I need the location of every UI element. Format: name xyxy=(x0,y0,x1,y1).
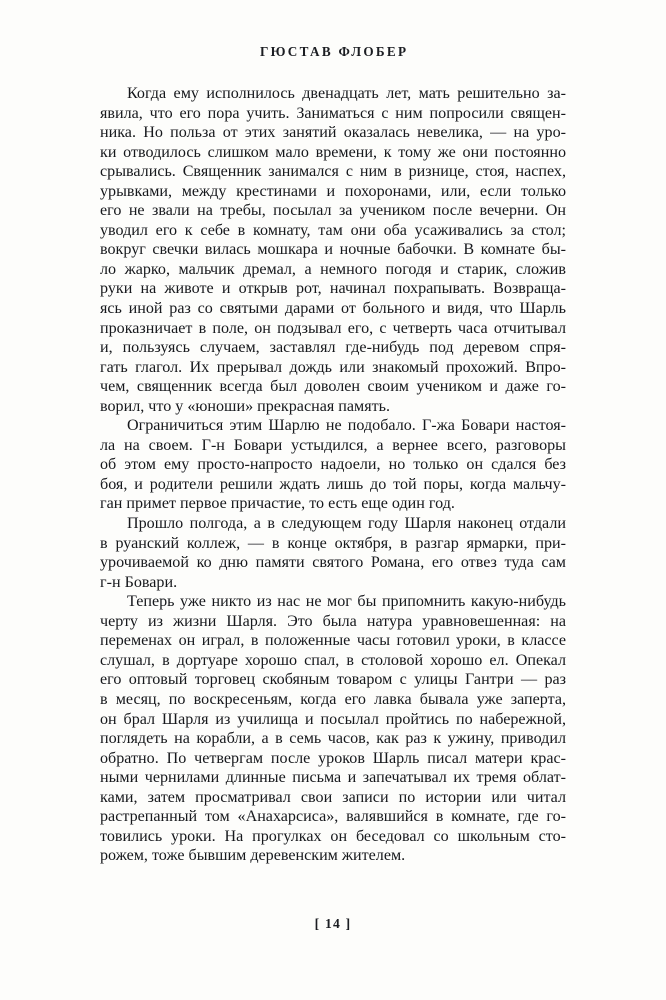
text-line: срывались. Священник занимался с ним в ризнице, стоя, наспех, xyxy=(100,163,566,181)
text-line: урывками, между крестинами и похоронами, или, если только xyxy=(100,182,566,200)
text-line: Теперь уже никто из нас не мог бы припомнить какую-нибудь xyxy=(127,593,566,611)
text-line: и, пользуясь случаем, заставлял где-нибудь под деревом спря- xyxy=(100,339,566,357)
text-line: слушал, в дортуаре хорошо спал, в столовой хорошо ел. Опекал xyxy=(100,651,566,669)
text-line: Прошло полгода, а в следующем году Шарля наконец отдали xyxy=(127,515,566,533)
text-line: боя, и родители решили ждать лишь до той поры, когда мальчу- xyxy=(100,475,566,493)
text-line: гать глагол. Их прерывал дождь или знакомый прохожий. Впро- xyxy=(100,358,566,376)
text-line: в руанский коллеж, — в конце октября, в разгар ярмарки, при- xyxy=(100,534,566,552)
text-line: Когда ему исполнилось двенадцать лет, мать решительно за- xyxy=(127,85,566,102)
text-line: ло жарко, мальчик дремал, а немного погодя и старик, сложив xyxy=(100,260,566,278)
paragraph xyxy=(100,592,566,866)
text-line: переменах он играл, в положенные часы готовил уроки, в классе xyxy=(100,632,566,650)
text-line: г-н Бовари. xyxy=(100,573,178,591)
text-line: Ограничиться этим Шарлю не подобало. Г-жа Бовари настоя- xyxy=(127,417,566,435)
text-line: проказничает в поле, он подзывал его, с четверть часа отчитывал xyxy=(100,319,566,337)
text-line: ками, затем просматривал свои записи по истории или читал xyxy=(100,788,566,806)
text-line: обратно. По четвергам после уроков Шарль писал матери крас- xyxy=(100,749,566,767)
text-line: поглядеть на корабли, а в семь часов, как раз к ужину, приводил xyxy=(100,730,566,748)
page-number: [ 14 ] xyxy=(314,916,352,931)
text-line: растрепанный том «Анахарсиса», валявшийся в комнате, где го- xyxy=(100,808,566,826)
running-head: ГЮСТАВ ФЛОБЕР xyxy=(259,44,409,59)
text-line: ки отводилось слишком мало времени, к тому же они постоянно xyxy=(100,143,566,161)
text-line: чем, священник всегда был доволен своим учеником и даже го- xyxy=(100,378,566,396)
text-line: урочиваемой ко дню памяти святого Романа, его отвез туда сам xyxy=(100,554,566,572)
body-text xyxy=(100,84,566,866)
text-line: ника. Но польза от этих занятий оказалась невелика, — на уро- xyxy=(100,124,566,142)
text-line: ла на своем. Г-н Бовари устыдился, а вернее всего, разговоры xyxy=(100,436,566,454)
text-line: руки на животе и открыв рот, начинал похрапывать. Возвраща- xyxy=(100,280,566,298)
text-line: его оптовый торговец скобяным товаром с улицы Гантри — раз xyxy=(100,671,566,689)
paragraph xyxy=(100,416,566,514)
text-line: он брал Шарля из училища и посылал пройтись по набережной, xyxy=(100,710,566,728)
text-line: ясь иной раз со святыми дарами от больного и видя, что Шарль xyxy=(100,300,566,318)
text-line: рожем, тоже бывшим деревенским жителем. xyxy=(100,847,406,865)
text-line: черту из жизни Шарля. Это была натура уравновешенная: на xyxy=(100,612,566,630)
text-line: ган примет первое причастие, то есть еще один год. xyxy=(100,495,455,513)
text-line: вокруг свечки вилась мошкара и ночные бабочки. В комнате бы- xyxy=(100,241,566,259)
paragraph xyxy=(100,514,566,592)
text-line: уводил его к себе в комнату, там они оба усаживались за стол; xyxy=(100,221,566,239)
text-line: в месяц, по воскресеньям, когда его лавка бывала уже заперта, xyxy=(100,690,566,708)
text-line: ными чернилами длинные письма и запечатывал их тремя облат- xyxy=(100,769,566,787)
text-line: об этом ему просто-напросто надоели, но только он сдался без xyxy=(100,456,566,474)
text-line: товились уроки. На прогулках он беседовал со школьным сто- xyxy=(100,827,566,845)
paragraph xyxy=(100,84,566,416)
text-line: явила, что его пора учить. Заниматься с ним попросили священ- xyxy=(100,104,566,122)
text-line: его не звали на требы, посылал за учеником после вечерни. Он xyxy=(100,202,566,220)
text-line: ворил, что у «юноши» прекрасная память. xyxy=(100,397,391,415)
